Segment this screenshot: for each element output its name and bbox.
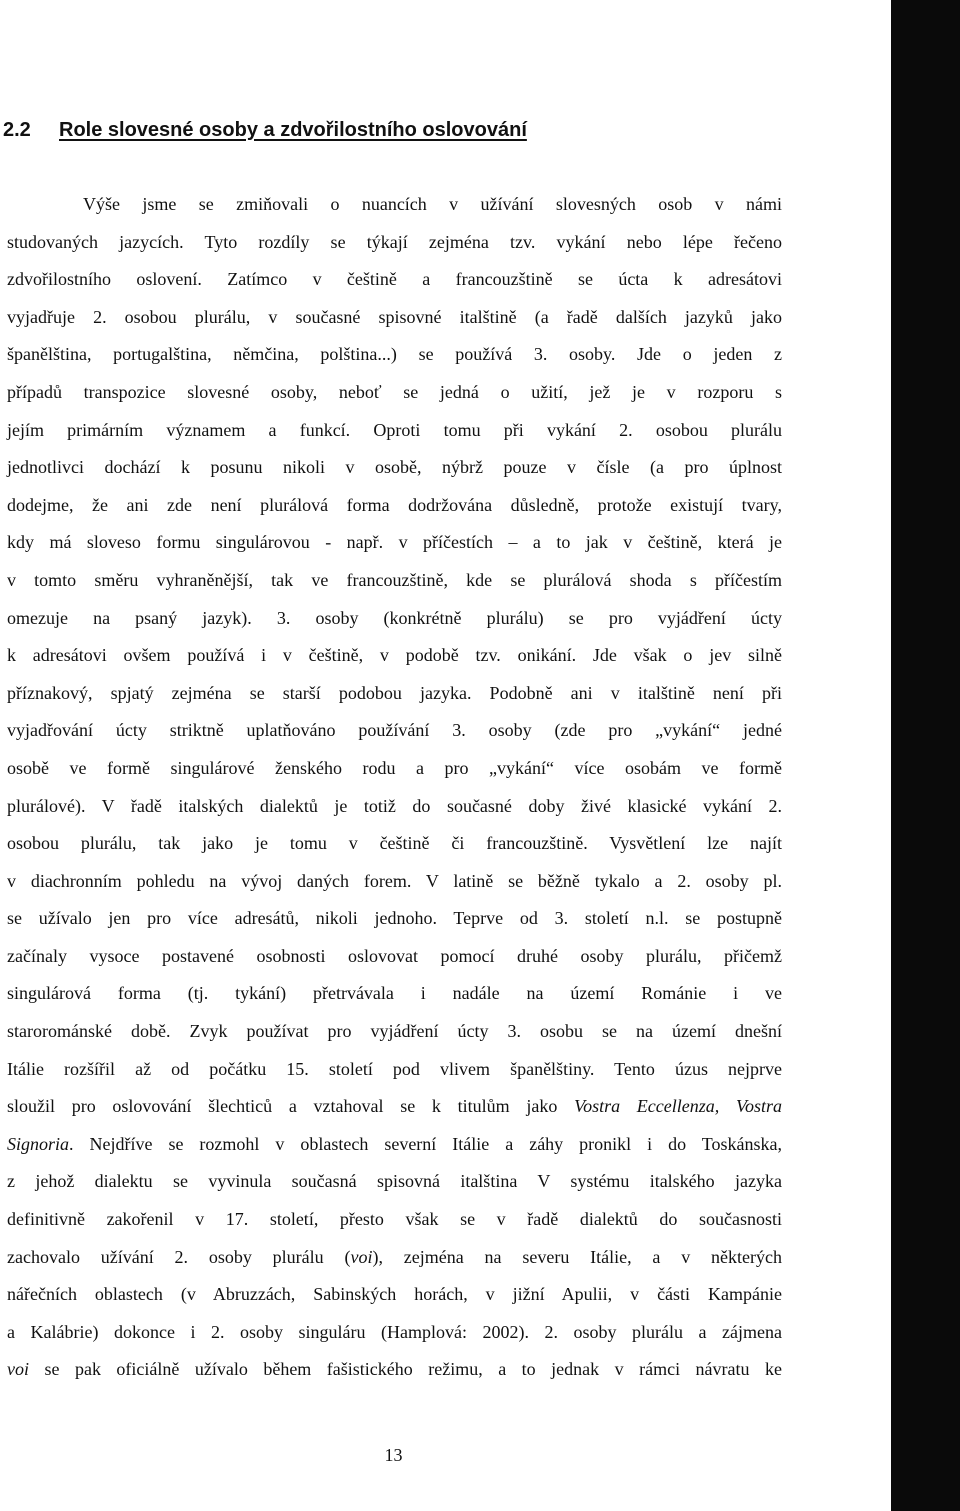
text-line: začínaly vysoce postavené osobnosti oslovovat pomocí druhé osoby plurálu, přičemž (7, 945, 782, 966)
text-line (7, 1351, 782, 1389)
text-line: španělština, portugalština, němčina, polština...) se používá 3. osoby. Jde o jeden z (7, 344, 782, 365)
section-heading (0, 116, 880, 144)
text-line: omezuje na psaný jazyk). 3. osoby (konkrétně plurálu) se pro vyjádření úcty (7, 607, 782, 628)
text-line: definitivně zakořenil v 17. století, přesto však se v řadě dialektů do současnosti (7, 1209, 782, 1230)
text-line: jednotlivci dochází k posunu nikoli v osobě, nýbrž pouze v čísle (a pro úplnost (7, 457, 782, 478)
italic-pronoun: voi (7, 1359, 29, 1380)
text-line: se užívalo jen pro více adresátů, nikoli jednoho. Teprve od 3. století n.l. se postupně (7, 908, 782, 929)
scan-border (891, 0, 960, 1511)
text-line: kdy má sloveso formu singulárovou - např. v příčestích – a to jak v češtině, která je (7, 532, 782, 553)
text-line: a Kalábrie) dokonce i 2. osoby singuláru (Hamplová: 2002). 2. osoby plurálu a zájmena (7, 1321, 782, 1342)
text-line: z jehož dialektu se vyvinula současná spisovná italština V systému italského jazyka (7, 1171, 782, 1192)
text-segment: . Nejdříve se rozmohl v oblastech severní Itálie a záhy pronikl i do Toskánska, (69, 1133, 782, 1154)
text-line (7, 1088, 782, 1126)
body-paragraph (7, 186, 782, 1389)
text-line: dodejme, že ani zde není plurálová forma dodržována důsledně, protože existují tvary, (7, 494, 782, 515)
section-number: 2.2 (3, 119, 31, 141)
italic-title-phrase: Signoria (7, 1133, 70, 1154)
text-line: případů transpozice slovesné osoby, neboť se jedná o užití, jež je v rozporu s (7, 381, 782, 402)
text-line: zdvořilostního oslovení. Zatímco v češtině a francouzštině se úcta k adresátovi (7, 269, 782, 290)
text-line: nářečních oblastech (v Abruzzách, Sabinských horách, v jižní Apulii, v části Kampánie (7, 1284, 782, 1305)
text-line (7, 1126, 782, 1164)
text-line: starorománské době. Zvyk používat pro vyjádření úcty 3. osobu se na území dnešní (7, 1021, 782, 1042)
text-line: studovaných jazycích. Tyto rozdíly se týkají zejména tzv. vykání nebo lépe řečeno (7, 231, 782, 252)
text-segment: se pak oficiálně užívalo během fašistického režimu, a to jednak v rámci návratu ke (29, 1359, 782, 1380)
text-line: jejím primárním významem a funkcí. Oproti tomu při vykání 2. osobou plurálu (7, 419, 782, 440)
italic-title-phrase: Vostra Eccellenza, Vostra (574, 1096, 782, 1117)
text-line: osobou plurálu, tak jako je tomu v češtině či francouzštině. Vysvětlení lze najít (7, 833, 782, 854)
section-title: Role slovesné osoby a zdvořilostního oslovování (59, 119, 527, 141)
text-line: Itálie rozšířil až od počátku 15. století pod vlivem španělštiny. Tento úzus nejprve (7, 1058, 782, 1079)
text-line: plurálové). V řadě italských dialektů je totiž do současné doby živé klasické vykání 2. (7, 795, 782, 816)
text-segment: zachovalo užívání 2. osoby plurálu (7, 1246, 345, 1267)
italic-pronoun: voi (350, 1246, 373, 1267)
text-line: v tomto směru vyhraněnější, tak ve francouzštině, kde se plurálová shoda s příčestím (7, 569, 782, 590)
text-line: k adresátovi ovšem používá i v češtině, v podobě tzv. onikání. Jde však o jev silně (7, 645, 782, 666)
text-line: osobě ve formě singulárové ženského rodu a pro „vykání“ více osobám ve formě (7, 757, 782, 778)
text-segment: sloužil pro oslovování šlechticů a vztahoval se k titulům jako (7, 1096, 575, 1117)
text-line: singulárová forma (tj. tykání) přetrvávala i nadále na území Románie i ve (7, 983, 782, 1004)
text-segment: ( (344, 1246, 351, 1267)
text-line: vyjadřuje 2. osobou plurálu, v současné spisovné italštině (a řadě dalších jazyků jako (7, 306, 782, 327)
text-segment: ), zejména na severu Itálie, a v některých (372, 1246, 782, 1267)
page-number: 13 (384, 1445, 403, 1465)
text-line: Výše jsme se zmiňovali o nuancích v užívání slovesných osob v námi (83, 194, 782, 214)
text-line: v diachronním pohledu na vývoj daných forem. V latině se běžně tykalo a 2. osoby pl. (7, 870, 782, 891)
text-line: příznakový, spjatý zejména se starší podobou jazyka. Podobně ani v italštině není při (7, 682, 782, 703)
text-line: vyjadřování úcty striktně uplatňováno používání 3. osoby (zde pro „vykání“ jedné (7, 720, 782, 741)
text-line (7, 1239, 782, 1277)
